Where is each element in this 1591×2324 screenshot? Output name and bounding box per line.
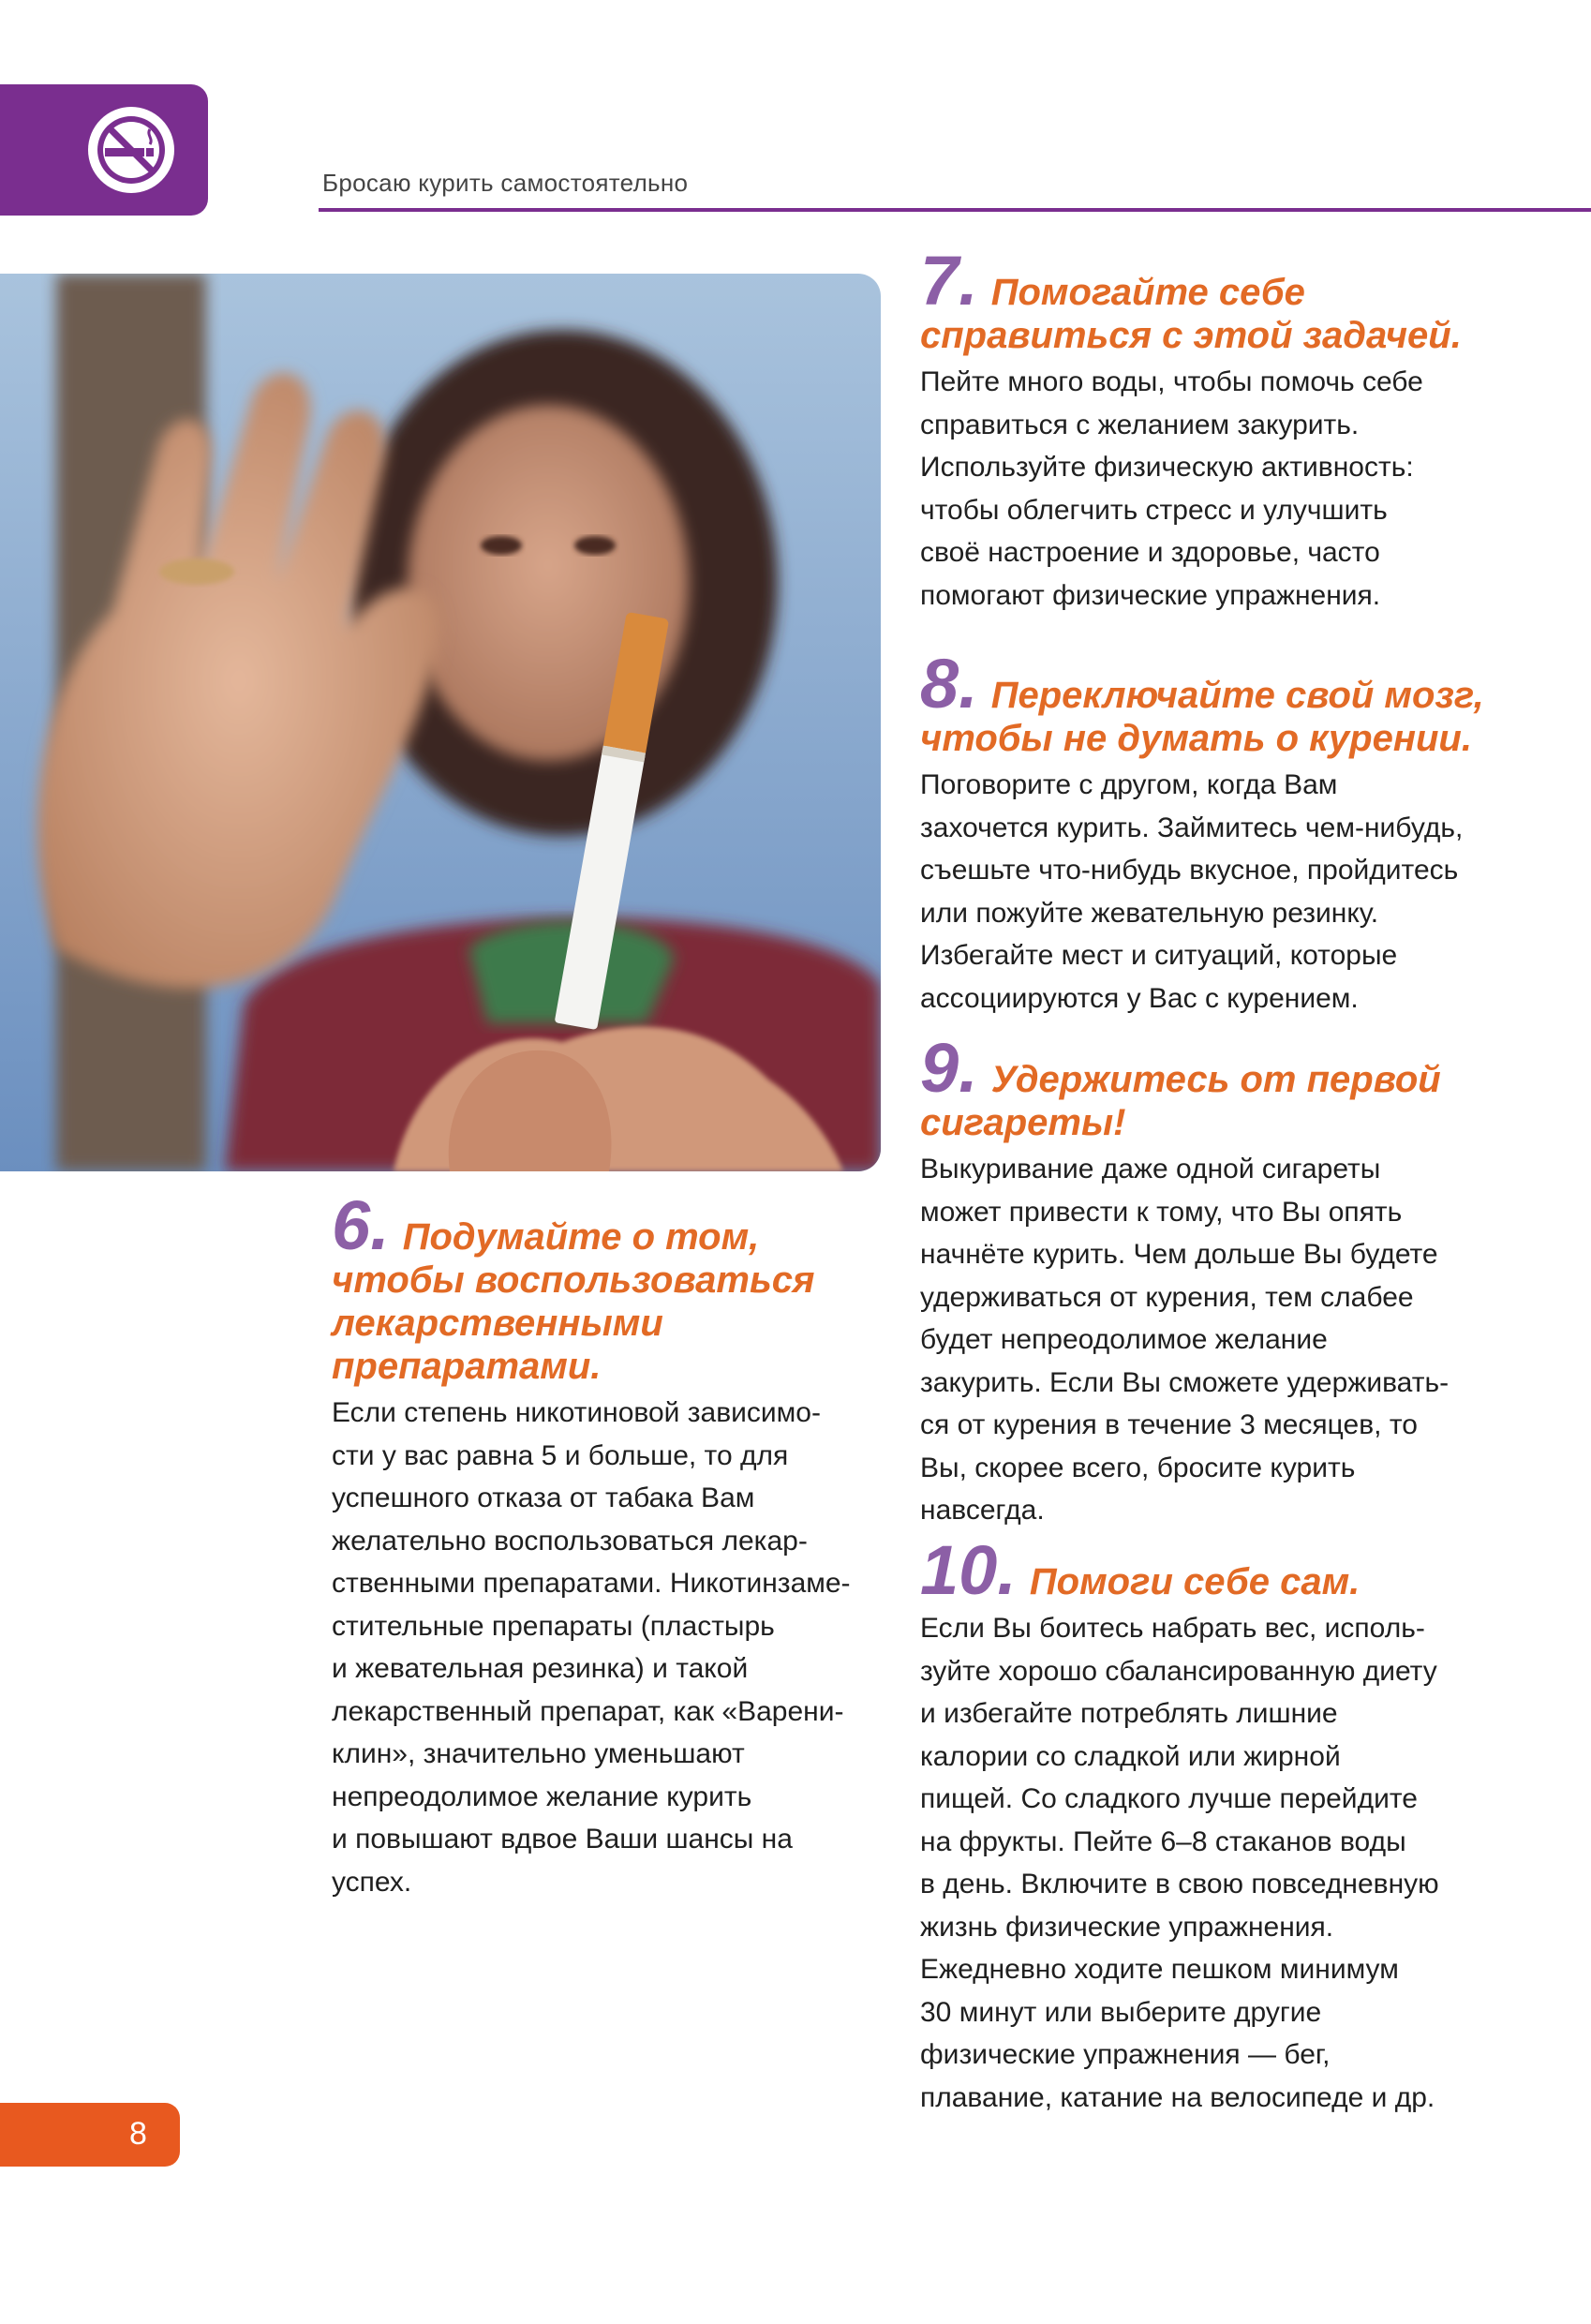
section-7-heading [920, 242, 1501, 357]
section-8-title: Переключайте свой мозг, чтобы не думать о курении. [920, 675, 1484, 759]
page-number-tab [0, 2103, 180, 2167]
no-smoking-icon [84, 103, 178, 197]
section-10-body: Если Вы боитесь набрать вес, исполь- зуйте хорошо сбалансированную диету и избегайте потреблять лишние калории со сладкой или жирной пищей. Со сладкого лучше перейдите на фрукты. Пейте 6–8 стаканов воды в день. Включите в свою повседневную жизнь физические упражнения. Ежедневно ходите пешком минимум 30 минут или выберите другие физические упражнения — бег, плавание, катание на велосипеде и др. [920, 1613, 1439, 2113]
section-7 [920, 242, 1501, 617]
section-10-number: 10. [920, 1531, 1017, 1609]
section-9-body: Выкуривание даже одной сигареты может привести к тому, что Вы опять начнёте курить. Чем дольше Вы будете удерживаться от курения, тем слабее будет непреодолимое желание закурить. Если Вы сможете удерживать- ся от курения в течение 3 месяцев, то Вы, скорее всего, бросите курить навсегда. [920, 1154, 1450, 1526]
section-7-body: Пейте много воды, чтобы помочь себе справиться с желанием закурить. Используйте физическую активность: чтобы облегчить стресс и улучшить своё настроение и здоровье, часто помогают физические упражнения. [920, 366, 1423, 611]
section-6-title: Подумайте о том, чтобы воспользоваться лекарственными препаратами. [332, 1216, 815, 1387]
section-8-body: Поговорите с другом, когда Вам захочется курить. Займитесь чем-нибудь, съешьте что-нибудь вкусное, пройдитесь или пожуйте жевательную резинку. Избегайте мест и ситуаций, которые ассоциируются у Вас с курением. [920, 769, 1464, 1014]
header-divider [319, 208, 1591, 212]
section-9-title: Удержитесь от первой сигареты! [920, 1059, 1441, 1143]
section-8 [920, 645, 1501, 1020]
section-9-number: 9. [920, 1029, 978, 1107]
section-6-body: Если степень никотиновой зависимо- сти у вас равна 5 и больше, то для успешного отказа от табака Вам желательно воспользоваться лекар- ственными препаратами. Никотинзаме- стительные препараты (пластырь и жевательная резинка) и такой лекарственный препарат, как «Варени- клин», значительно уменьшают непреодолимое желание курить и повышают вдвое Ваши шансы на успех. [332, 1397, 851, 1898]
section-10-title: Помоги себе сам. [1029, 1561, 1361, 1602]
section-9-heading [920, 1029, 1501, 1144]
section-7-number: 7. [920, 242, 978, 320]
photo-woman-refusing-cigarette [0, 274, 881, 1171]
section-8-number: 8. [920, 645, 978, 723]
section-7-title: Помогайте себе справиться с этой задачей. [920, 272, 1462, 356]
section-6-number: 6. [332, 1186, 390, 1264]
section-10 [920, 1531, 1501, 2119]
photo-illustration [0, 274, 881, 1171]
section-6 [332, 1186, 885, 1903]
section-6-heading [332, 1186, 885, 1388]
page-number: 8 [129, 2116, 147, 2152]
header-title: Бросаю курить самостоятельно [322, 169, 689, 197]
section-10-heading [920, 1531, 1501, 1609]
section-8-heading [920, 645, 1501, 760]
section-9 [920, 1029, 1501, 1532]
